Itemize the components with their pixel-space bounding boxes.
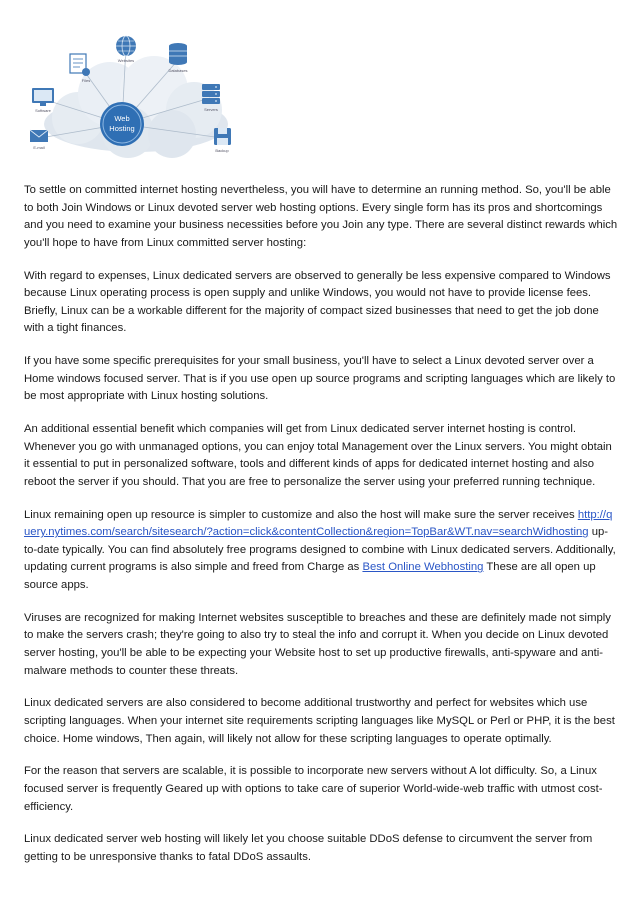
paragraph-text: Linux remaining open up resource is simpler to customize and also the host will make sure the server receives [24, 508, 578, 521]
web-hosting-cloud-illustration [26, 28, 244, 168]
globe-icon [116, 36, 136, 63]
paragraph-text: up-to-date typically. You can find absolutely free programs designed to combine with Linux dedicated servers. Additionally, updating current programs is also simple and freed from Charge as [24, 526, 616, 574]
floppy-disk-icon [214, 128, 231, 153]
paragraph: For the reason that servers are scalable, it is possible to incorporate new servers without A lot difficulty. So, a Linux focused server is frequently Geared up with options to take care of superior World-wide-web traffic with utmost cost-efficiency. [24, 765, 603, 813]
paragraph: Linux dedicated server web hosting will likely let you choose suitable DDoS defense to circumvent the server from getting to be unresponsive thanks to fatal DDoS assaults. [24, 833, 593, 863]
node-label-websites: Websites [117, 58, 135, 63]
center-label-web: Web [114, 114, 130, 123]
paragraph: Linux dedicated servers are also considered to become additional trustworthy and perfect for websites which use scripting languages. When your internet site requirements scripting languages like MySQL or Perl or PHP, it is the best choice. Home windows, Then again, will likely not allow for these scripting languages to operate optimally. [24, 697, 615, 745]
paragraph-text: These are all open up source apps. [24, 561, 596, 592]
database-icon [168, 43, 187, 73]
web-hosting-center [100, 102, 144, 146]
article-body [24, 182, 618, 882]
paragraph: An additional essential benefit which companies will get from Linux dedicated server internet hosting is control. Whenever you go with unmanaged options, you can enjoy total Management over the Linux servers. You might obtain it essential to put in personalized software, tools and different kinds of apps for dedicated internet hosting and also reboot the server if you should. That you are free to personalize the server using your preferred running technique. [24, 423, 612, 488]
nytimes-search-link[interactable]: http://query.nytimes.com/search/sitesearch/?action=click&contentCollection&region=TopBar&WT.nav=searchWidhosting [24, 508, 613, 539]
paragraph: Viruses are recognized for making Internet websites susceptible to breaches and these are definitely made not simply to make the servers crash; they're going to also try to steal the info and corrupt it. When you decide on Linux devoted server hosting, you'll be able to be expecting your Website host to set up productive firewalls, anti-spyware and anti-malware methods to counter these threats. [24, 611, 611, 677]
node-label-databases: Databases [168, 68, 188, 73]
node-label-email: E-mail [33, 145, 45, 150]
paragraph-with-links [24, 507, 618, 595]
center-label-hosting: Hosting [109, 124, 135, 133]
server-icon [202, 84, 220, 112]
email-icon [30, 130, 48, 150]
files-icon [70, 54, 90, 83]
node-label-backup: Backup [215, 148, 229, 153]
monitor-icon [32, 88, 54, 113]
paragraph: With regard to expenses, Linux dedicated servers are observed to generally be less expensive compared to Windows because Linux operating process is open supply and unlike Windows, you would not have to provide license fees. Briefly, Linux can be a workable different for the majority of compact sized businesses that need to get the job done with a tight finances. [24, 269, 611, 335]
node-label-software: Software [35, 108, 51, 113]
paragraph: To settle on committed internet hosting nevertheless, you will have to determine an running method. So, you'll be able to both Join Windows or Linux devoted server web hosting options. Every single form has its pros and shortcomings and you need to examine your business necessities before you Join any type. There are several distinct rewards which you'll hope to have from Linux committed server hosting: [24, 184, 618, 249]
node-label-servers: Servers [204, 107, 218, 112]
node-label-files: Files [81, 78, 91, 83]
paragraph: If you have some specific prerequisites for your small business, you'll have to select a Linux devoted server over a Home windows focused server. That is if you use open up source programs and scripting languages which are likely to be most appropriate with Linux hosting solutions. [24, 355, 616, 403]
best-online-webhosting-link[interactable]: Best Online Webhosting [362, 561, 484, 574]
